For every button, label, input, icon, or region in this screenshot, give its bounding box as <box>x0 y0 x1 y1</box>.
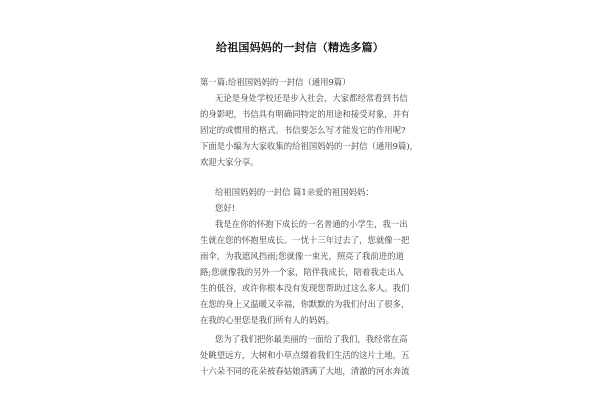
section-heading: 第一篇:给祖国妈妈的一封信（通用9篇） <box>200 77 351 87</box>
paragraph-line: 路;您就像我的另外一个家，陪伴我成长，陪着我走出人 <box>200 267 404 277</box>
document-title: 给祖国妈妈的一封信（精选多篇） <box>216 41 384 54</box>
intro-line: 下面是小编为大家收集的给祖国妈妈的一封信（通用9篇)， <box>200 141 418 151</box>
paragraph-line: 处眺望远方，大树和小草点缀着我们生活的这片土地，五 <box>200 350 410 360</box>
intro-line: 无论是身处学校还是步入社会，大家都经常看到书信 <box>215 93 408 103</box>
paragraph-line: 生就在您的怀抱里成长。一忧十三年过去了，您就像一把 <box>200 235 410 245</box>
intro-line: 的身影吧，书信具有明确同特定的用途和接受对象，并有 <box>200 109 410 119</box>
paragraph-line: 您为了我们把你最美丽的一面给了我们，我经常在高 <box>215 334 408 344</box>
intro-line: 欢迎大家分享。 <box>200 157 259 167</box>
paragraph-line: 生的低谷，或许你根本没有发现您帮助过这么多人。我们 <box>200 283 410 293</box>
paragraph-line: 在您的身上又温暖又幸福，你默默的为我们付出了很多， <box>200 299 410 309</box>
paragraph-line: 我是在你的怀抱下成长的一名普通的小学生，我一出 <box>215 219 408 229</box>
paragraph-line: 雨伞，为我遮风挡雨;您就像一束光，照亮了我前进的道 <box>200 251 404 261</box>
letter-greeting: 您好! <box>215 203 236 213</box>
paragraph-line: 在我的心里您是我们所有人的妈妈。 <box>200 315 334 325</box>
intro-line: 固定的或惯用的格式。书信要怎么写才能发它的作用呢? <box>200 125 406 135</box>
paragraph-line: 十六朵不同的花朵被春姑娘洒满了大地，清澈的河水奔流 <box>200 366 410 376</box>
letter-heading: 给祖国妈妈的一封信 篇1亲爱的祖国妈妈： <box>215 187 374 197</box>
